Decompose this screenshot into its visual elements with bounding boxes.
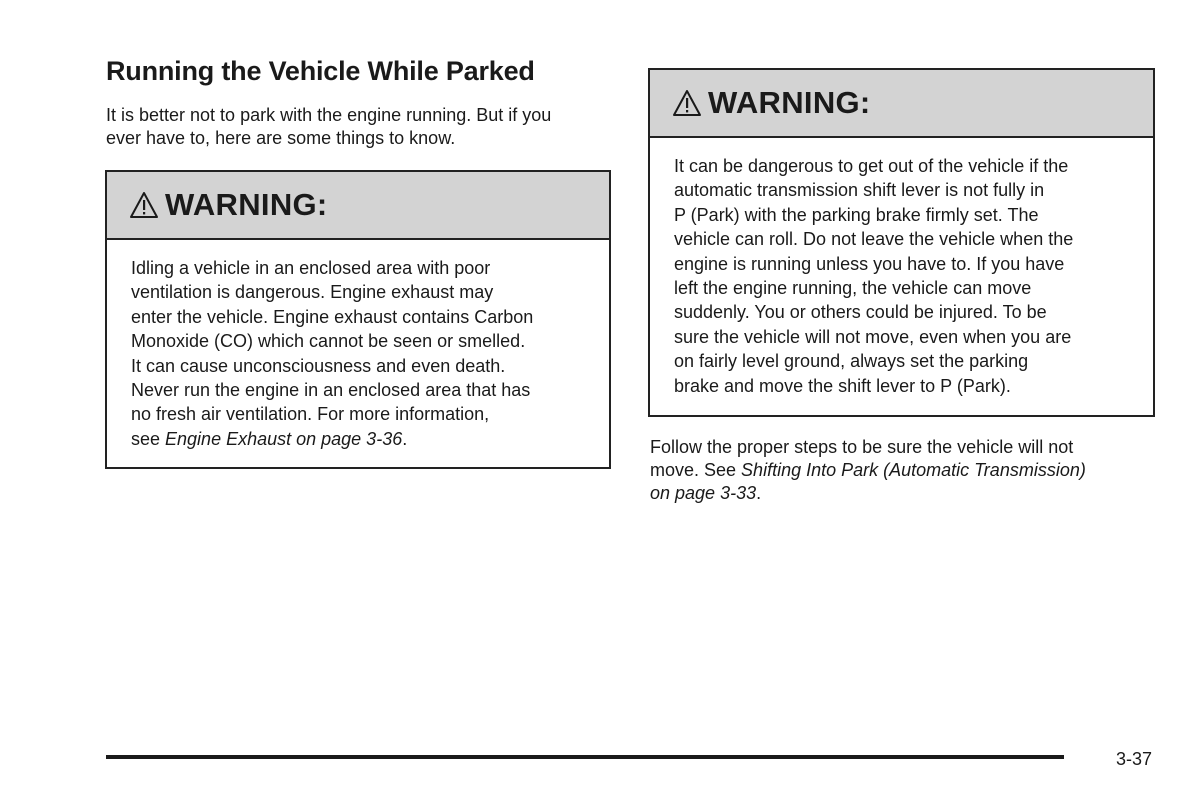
warning-body-text: It can be dangerous to get out of the vehicle if the automatic transmission shift lever is not fully in P (Park) with the parking brake firmly set. The vehicle can roll. Do not leave the vehicle when the engine is running unless you have to. If you have left the engine running, the vehicle can move suddenly. You or others could be injured. To be sure the vehicle will not move, even when you are on fairly level ground, always set the parking brake and move the shift lever to P (Park). bbox=[674, 156, 1074, 396]
warning-triangle-icon bbox=[672, 89, 702, 117]
warning-box-exhaust bbox=[105, 170, 611, 469]
warning-triangle-icon bbox=[129, 191, 159, 219]
warning-title: WARNING: bbox=[165, 187, 328, 222]
warning-body-text: Idling a vehicle in an enclosed area with poor ventilation is dangerous. Engine exhaust may enter the vehicle. Engine exhaust contains Carbon Monoxide (CO) which cannot be seen or smelled. It can cause unconsciousness and even death. Never run the engine in an enclosed area that has no fresh air ventilation. For more information, see bbox=[131, 258, 534, 449]
page-reference-link[interactable]: Engine Exhaust on page 3-36 bbox=[165, 428, 403, 449]
warning-header bbox=[650, 70, 1153, 138]
end-punctuation: . bbox=[402, 428, 408, 449]
outro-paragraph bbox=[650, 436, 1170, 505]
footer-rule bbox=[106, 755, 1064, 759]
warning-body bbox=[107, 240, 609, 451]
page-reference-link[interactable]: Shifting Into Park (Automatic Transmission) on page 3-33 bbox=[650, 460, 1086, 503]
page-number: 3-37 bbox=[1116, 749, 1153, 769]
outro-text: Follow the proper steps to be sure the vehicle will not move. See bbox=[650, 437, 1074, 480]
warning-header bbox=[107, 172, 609, 240]
intro-paragraph: It is better not to park with the engine running. But if you ever have to, here are some things to know. bbox=[106, 105, 552, 148]
section-heading: Running the Vehicle While Parked bbox=[106, 56, 535, 86]
warning-title: WARNING: bbox=[708, 85, 871, 120]
end-punctuation: . bbox=[756, 483, 762, 503]
warning-box-park bbox=[648, 68, 1155, 417]
